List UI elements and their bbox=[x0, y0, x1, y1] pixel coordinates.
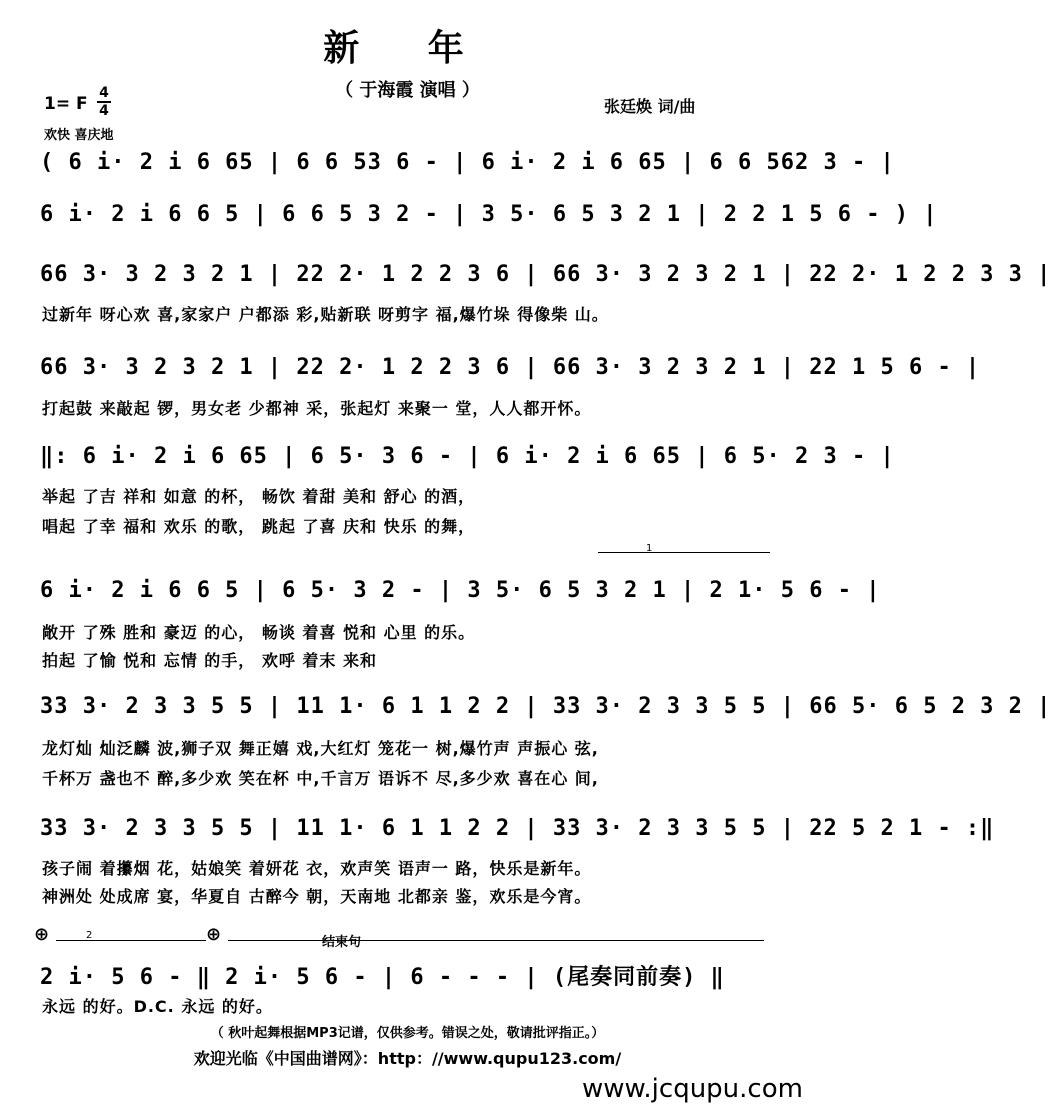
notation-row-4: 66 3· 3 2 3 2 1 | 22 2· 1 2 2 3 6 | 66 3· 3 2 3 2 1 | 22 1 5 6 - | bbox=[40, 355, 981, 380]
volta-number-2: 2 bbox=[86, 930, 93, 941]
watermark: www.jcqupu.com bbox=[582, 1074, 803, 1104]
notation-row-2: 6 i· 2 i 6 6 5 | 6 6 5 3 2 - | 3 5· 6 5 3 2 1 | 2 2 1 5 6 - ) | bbox=[40, 202, 938, 227]
notation-row-1: ( 6 i· 2 i 6 65 | 6 6 53 6 - | 6 i· 2 i 6 65 | 6 6 562 3 - | bbox=[40, 150, 895, 175]
key-signature: 1= F bbox=[44, 94, 88, 114]
transcription-note: （ 秋叶起舞根据MP3记谱，仅供参考。错误之处，敬请批评指正。） bbox=[210, 1026, 605, 1041]
lyric-row-7a: 龙灯灿 灿泛麟 波,狮子双 舞正嬉 戏,大红灯 笼花一 树,爆竹声 声振心 弦, bbox=[42, 739, 599, 758]
lyric-row-6b: 拍起 了愉 悦和 忘情 的手， 欢呼 着末 来和 bbox=[42, 651, 377, 670]
lyric-row-5a: 举起 了吉 祥和 如意 的杯， 畅饮 着甜 美和 舒心 的酒， bbox=[42, 487, 476, 506]
notation-row-7: 33 3· 2 3 3 5 5 | 11 1· 6 1 1 2 2 | 33 3· 2 3 3 5 5 | 66 5· 6 5 2 3 2 | bbox=[40, 694, 1051, 719]
lyric-row-8b: 神洲处 处成席 宴，华夏自 古醉今 朝，天南地 北都亲 鉴，欢乐是今宵。 bbox=[42, 887, 592, 906]
lyric-row-9: 永远 的好。D.C. 永远 的好。 bbox=[42, 997, 273, 1016]
lyric-row-5b: 唱起 了幸 福和 欢乐 的歌， 跳起 了喜 庆和 快乐 的舞， bbox=[42, 517, 476, 536]
time-top: 4 bbox=[99, 85, 109, 101]
notation-row-3: 66 3· 3 2 3 2 1 | 22 2· 1 2 2 3 6 | 66 3· 3 2 3 2 1 | 22 2· 1 2 2 3 3 | bbox=[40, 262, 1051, 287]
singer-credit: （ 于海霞 演唱 ） bbox=[335, 80, 480, 101]
notation-row-9: 2 i· 5 6 - ‖ 2 i· 5 6 - | 6 - - - | (尾奏同前奏) ‖ bbox=[40, 965, 725, 990]
lyric-row-8a: 孩子闹 着攥烟 花，姑娘笑 着妍花 衣，欢声笑 语声一 路，快乐是新年。 bbox=[42, 859, 592, 878]
time-bottom: 4 bbox=[99, 103, 109, 119]
lyric-row-3: 过新年 呀心欢 喜,家家户 户都添 彩,贴新联 呀剪字 福,爆竹垛 得像柴 山。 bbox=[42, 305, 609, 324]
volta-bracket-2 bbox=[56, 940, 206, 941]
volta-bracket-1 bbox=[598, 543, 770, 554]
time-signature bbox=[97, 86, 111, 118]
tempo-marking: 欢快 喜庆地 bbox=[44, 128, 114, 143]
notation-row-5: ‖: 6 i· 2 i 6 65 | 6 5· 3 6 - | 6 i· 2 i 6 65 | 6 5· 2 3 - | bbox=[40, 444, 895, 469]
song-title: 新 年 bbox=[323, 28, 492, 69]
volta-number-1: 1 bbox=[646, 543, 653, 554]
notation-row-8: 33 3· 2 3 3 5 5 | 11 1· 6 1 1 2 2 | 33 3· 2 3 3 5 5 | 22 5 2 1 - :‖ bbox=[40, 816, 995, 841]
lyric-row-7b: 千杯万 盏也不 醉,多少欢 笑在杯 中,千言万 语诉不 尽,多少欢 喜在心 间, bbox=[42, 769, 599, 788]
lyric-row-4: 打起鼓 来敲起 锣，男女老 少都神 采，张起灯 来聚一 堂，人人都开怀。 bbox=[42, 399, 592, 418]
composer-credit: 张廷焕 词/曲 bbox=[604, 97, 696, 116]
ending-bracket bbox=[228, 940, 764, 941]
lyric-row-6a: 敞开 了殊 胜和 豪迈 的心， 畅谈 着喜 悦和 心里 的乐。 bbox=[42, 623, 476, 642]
segno-mark-right: ⊕ bbox=[206, 924, 222, 945]
website-welcome: 欢迎光临《中国曲谱网》：http：//www.qupu123.com/ bbox=[193, 1049, 622, 1068]
segno-mark-left: ⊕ bbox=[34, 924, 50, 945]
notation-row-6: 6 i· 2 i 6 6 5 | 6 5· 3 2 - | 3 5· 6 5 3 2 1 | 2 1· 5 6 - | bbox=[40, 578, 881, 603]
ending-label: 结束句 bbox=[322, 935, 362, 950]
